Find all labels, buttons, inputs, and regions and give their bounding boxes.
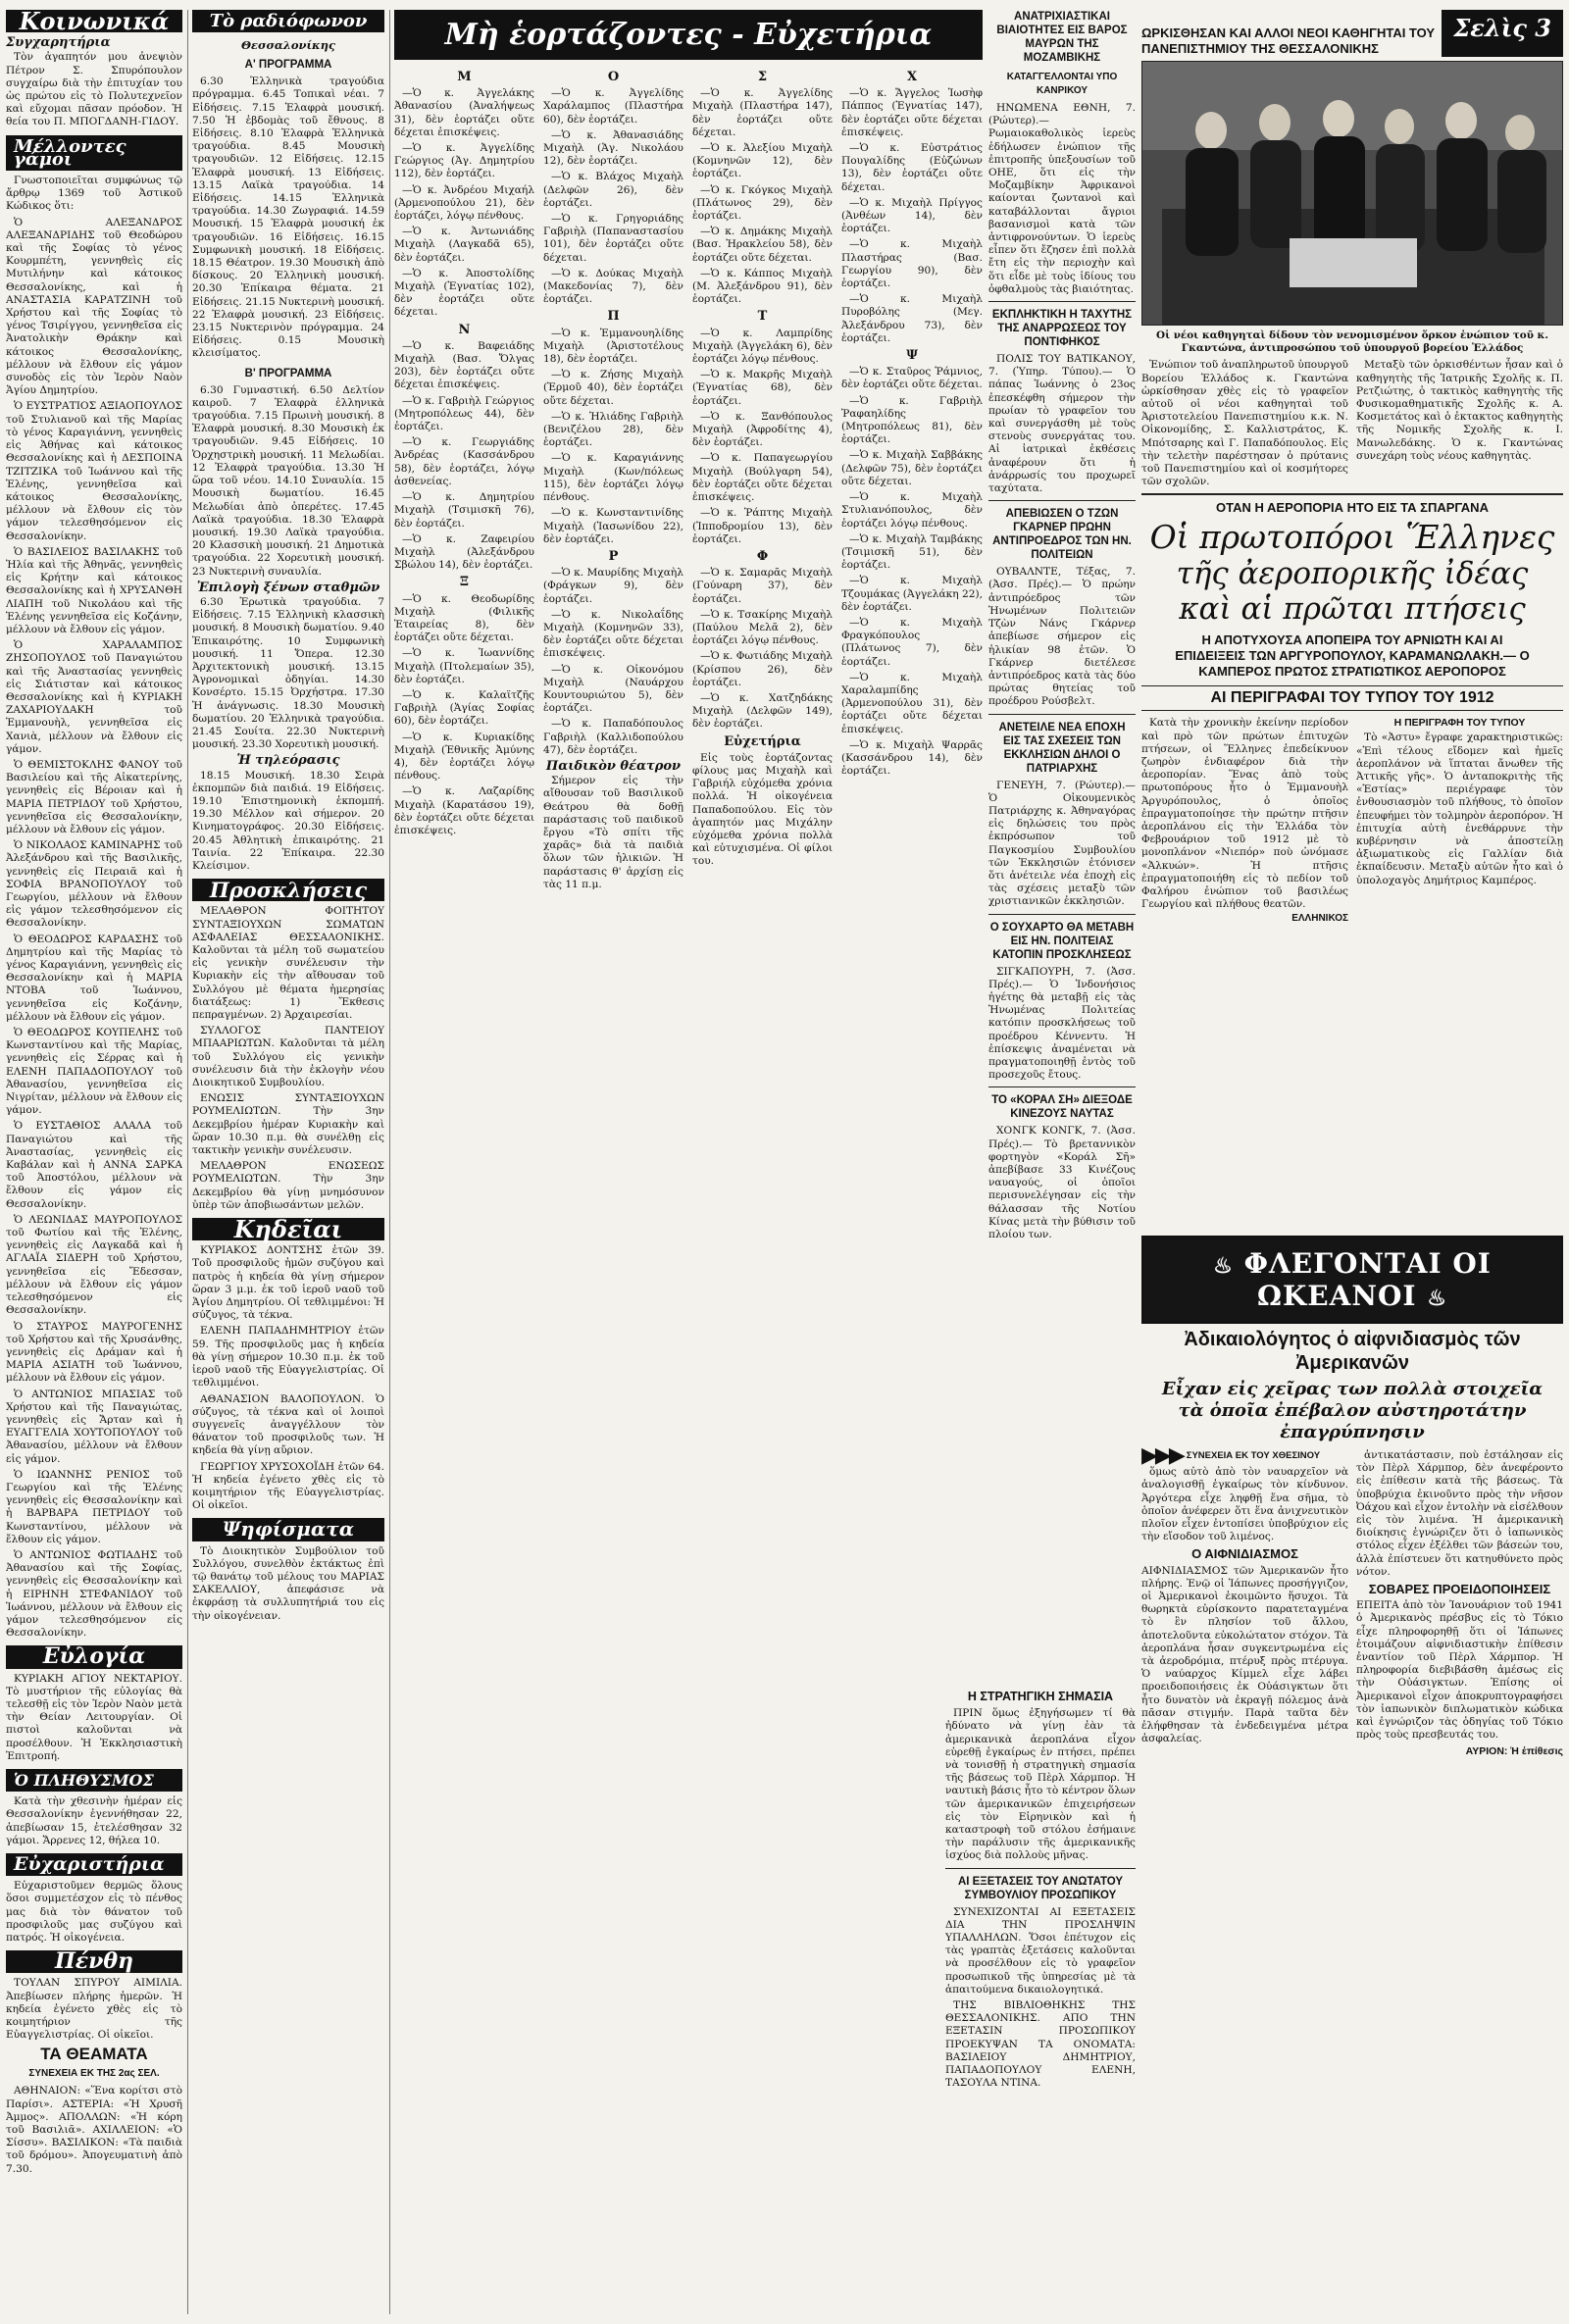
foreign-heading: Ἐπιλογὴ ξένων σταθμῶν bbox=[196, 580, 380, 595]
wedding-notice: Ὁ ΘΕΟΔΩΡΟΣ ΚΑΡΔΑΣΗΣ τοῦ Δημητρίου καὶ τῆς Μαρίας τὸ γένος Καραγιάννη, γεννηθεὶς εἰς Θεσσαλονίκην καὶ ἡ ΜΑΡΙΑ ΝΤΟΒΑ τοῦ Ἰωάννου, γεννηθεῖσα εἰς Κοζάνην, μέλλουν νὰ ἔλθουν εἰς γάμον. bbox=[6, 933, 182, 1023]
name-day-entry: —Ὁ κ. Ἐμμανουηλίδης Μιχαὴλ (Ἀριστοτέλους 18), δὲν ἑορτάζει. bbox=[543, 327, 683, 366]
oceans-article bbox=[1141, 1443, 1563, 1759]
name-day-section bbox=[394, 10, 983, 2314]
wedding-notice: Ὁ ΙΩΑΝΝΗΣ ΡΕΝΙΟΣ τοῦ Γεωργίου καὶ τῆς Ἑλένης γεννηθεὶς εἰς Θεσσαλονίκην καὶ ἡ ΒΑΡΒΑΡΑ ΠΕΤΡΙΔΟΥ τοῦ Κωνσταντίνου, μέλλουν νὰ ἔλθουν εἰς γάμον. bbox=[6, 1468, 182, 1545]
name-day-entry: —Ὁ κ. Γκόγκος Μιχαὴλ (Πλάτωνος 29), δὲν ἑορτάζει. bbox=[692, 183, 833, 223]
alphabet-letter: Χ bbox=[906, 70, 918, 84]
oceans-right-text: ἀντικατάστασιν, ποὺ ἐστάλησαν εἰς τὸν Πὲρλ Χάρμπορ, δὲν ἀνεφέροντο εἰς ἐπίθεσιν κατὰ τῆς βάσεως. Τὰ ὑποβρύχια ἐκινοῦντο πρὸς τὴν νῆσον Ὀάχου καὶ εἶχον ἐντολὴν νὰ εἰσέλθουν εἰς τὸν λιμένα. Ἡ ἀμερικανικὴ διοίκησις ἐγνώριζεν ὅτι ὁ ἰαπωνικὸς στόλος εἶχεν ἐξέλθει τῶν βάσεών του, ἀλλὰ ἐπίστευεν ὅτι κατηυθύνετο πρὸς νότον. bbox=[1356, 1449, 1563, 1578]
aviation-press-head: ΑΙ ΠΕΡΙΓΡΑΦΑΙ ΤΟΥ ΤΥΠΟΥ ΤΟΥ 1912 bbox=[1141, 685, 1563, 711]
name-day-entry: —Ὁ κ. Μιχαὴλ Φραγκόπουλος (Πλάτωνος 7), δὲν ἑορτάζει. bbox=[841, 616, 983, 668]
aviation-byline: ΕΛΛΗΝΙΚΟΣ bbox=[1291, 913, 1348, 925]
professors-photo-scene bbox=[1142, 62, 1562, 325]
funeral-notice: ΑΘΑΝΑΣΙΟΝ ΒΑΛΟΠΟΥΛΟΝ. Ὁ σύζυγος, τὰ τέκνα καὶ οἱ λοιποὶ συγγενεῖς ἀναγγέλλουν τὸν θάνατον τοῦ προσφιλοῦς των. Ἡ κηδεία θὰ γίνῃ αὔριον. bbox=[192, 1392, 384, 1457]
wedding-notice: Ὁ ΘΕΟΔΩΡΟΣ ΚΟΥΠΕΛΗΣ τοῦ Κωνσταντίνου καὶ τῆς Μαρίας, γεννηθεὶς εἰς Σέρρας καὶ ἡ ΕΛΕΝΗ ΠΑΠΑΔΟΠΟΥΛΟΥ τοῦ Ἀθανασίου, γεννηθεῖσα εἰς Νιγρίταν, μέλλουν νὰ ἔλθουν εἰς γάμον. bbox=[6, 1027, 182, 1117]
oceans-intro: ὅμως αὐτὸ ἀπὸ τὸν ναυαρχεῖον νὰ ἀναλογισθῇ ἐγκαίρως τὸν κίνδυνον. Ἀργότερα εἶχε ληφθῇ ἕνα σῆμα, τὸ ὁποῖον ἀνέφερεν ὅτι ἕνα ἀνιχνευτικὸν πλοῖον εἶχεν ἐντοπίσει ὑποβρύχιον εἰς τὴν εἴσοδον τοῦ λιμένος. bbox=[1141, 1466, 1348, 1543]
column-rule bbox=[389, 10, 390, 2314]
divider bbox=[988, 1086, 1136, 1087]
name-day-entry: —Ὁ κ. Βλάχος Μιχαὴλ (Δελφῶν 26), δὲν ἑορτάζει. bbox=[543, 171, 683, 209]
kideiai-list bbox=[192, 1244, 384, 1512]
column-rule bbox=[187, 10, 188, 2314]
social-column bbox=[6, 10, 182, 2314]
radio-banner: Τὸ ραδιόφωνον bbox=[192, 10, 384, 32]
right-upper-section bbox=[1141, 10, 1563, 1167]
aifnidiasmos-heading: Ο ΑΙΦΝΙΔΙΑΣΜΟΣ bbox=[1191, 1546, 1298, 1562]
wedding-notice: Ὁ ΑΝΤΩΝΙΟΣ ΜΠΑΣΙΑΣ τοῦ Χρήστου καὶ τῆς Παναγιώτας, γεννηθεὶς εἰς Ἄρταν καὶ ἡ ΕΥΑΓΓΕΛΙΑ ΧΟΥΤΟΠΟΥΛΟΥ τοῦ Ἀθανασίου, μέλλουν νὰ ἔλθουν εἰς γάμον. bbox=[6, 1388, 182, 1465]
tv-text: 18.15 Μουσική. 18.30 Σειρὰ ἐκπομπῶν διὰ παιδιά. 19 Εἰδήσεις. 19.10 Ἐπιστημονικὴ ἐκπομπή. 19.30 Μέλλον καὶ σήμερον. 20 Κινηματογράφος. 20.30 Εἰδήσεις. 20.45 Ἀθλητικὴ ἐπικαιρότης. 21 Ταινία. 22 Ἐπίκαιρα. 22.30 Κλείσιμον. bbox=[192, 769, 384, 872]
kideiai-banner: Κηδεῖαι bbox=[192, 1218, 384, 1240]
mozambique-text: ΗΝΩΜΕΝΑ ΕΘΝΗ, 7. (Ρώυτερ).— Ρωμαιοκαθολικὸς ἱερεὺς ἐδήλωσεν ἐνώπιον τῆς ἐπιτροπῆς ὑπεξουσίων τοῦ ΟΗΕ, ὅτι εἰς τὴν Μοζαμβίκην Ἀφρικανοὶ καίονται ζωντανοὶ καὶ καταβάλλονται ἄγριοι βασανισμοὶ κατὰ τῶν ἀντιφρονούντων. Ὁ ἱερεὺς εἶπεν ὅτι ἔζησεν ἐπὶ πολλὰ ἔτη εἰς τὴν περιοχὴν καὶ ὅτι εἶδε μὲ τοὺς ἰδίους του ὀφθαλμοὺς τὰς βιαιότητας. bbox=[988, 102, 1136, 295]
funeral-notice: ΕΛΕΝΗ ΠΑΠΑΔΗΜΗΤΡΙΟΥ ἐτῶν 59. Τῆς προσφιλοῦς μας ἡ κηδεία θὰ γίνῃ σήμερον 10.30 π.μ. ἐκ τοῦ ἱεροῦ ναοῦ τῆς Εὐαγγελιστρίας. Οἱ τεθλιμμένοι. bbox=[192, 1325, 384, 1389]
pontiff-text: ΠΟΛΙΣ ΤΟΥ ΒΑΤΙΚΑΝΟΥ, 7. (Ὑπηρ. Τύπου).— Ὁ πάπας Ἰωάννης ὁ 23ος ἐπεσκέφθη σήμερον τὴν πρωίαν τὸ γραφεῖον του καὶ συνεργάσθη μὲ τοὺς στενοὺς συνεργάτας του. Αἱ ἰατρικαὶ ἐκθέσεις ἀναφέρουν ὅτι ἡ ἀνάρρωσίς του προχωρεῖ ταχύτατα. bbox=[988, 353, 1136, 495]
name-day-entry: —Ὁ κ. Παπαδόπουλος Γαβριὴλ (Καλλιδοπούλου 47), δὲν ἑορτάζει. bbox=[543, 718, 683, 756]
name-day-entry: —Ὁ κ. Μιχαὴλ Τζουμάκας (Ἀγγελάκη 22), δὲν ἑορτάζει. bbox=[841, 575, 983, 613]
name-day-entry: —Ὁ κ. Γαβριὴλ Γεώργιος (Μητροπόλεως 44), δὲν ἑορτάζει. bbox=[394, 394, 534, 433]
psifiomata-banner: Ψηφίσματα bbox=[192, 1518, 384, 1541]
tv-heading: Ἡ τηλεόρασις bbox=[236, 753, 340, 769]
eucheteria-heading: Εὐχετήρια bbox=[724, 733, 801, 749]
themata-subheading: ΣΥΝΕΧΕΙΑ ΕΚ ΤΗΣ 2ας ΣΕΛ. bbox=[28, 2068, 160, 2080]
professors-text-right: Μεταξὺ τῶν ὁρκισθέντων ἦσαν καὶ ὁ καθηγητὴς τῆς Ἰατρικῆς Σχολῆς κ. Π. Ρετζιώτης, ὁ τακτικὸς καθηγητὴς τῆς Φυσικομαθηματικῆς Σχολῆς κ. Α. Κοσμετάτος καὶ ὁ ἐκτακτος καθηγητὴς τῆς Νομικῆς Σχολῆς κ. Ι. Μανωλεδάκης. Ὁ κ. Γκαντώνας συνεχάρη τοὺς νέους καθηγητὰς. bbox=[1356, 359, 1563, 462]
name-day-entry: —Ὁ κ. Κυριακίδης Μιχαὴλ (Ἐθνικῆς Ἀμύνης 4), δὲν ἑορτάζει λόγῳ πένθους. bbox=[394, 731, 534, 783]
name-day-entry: —Ὁ κ. Ἀγγελίδης Γεώργιος (Ἀγ. Δημητρίου 112), δὲν ἑορτάζει. bbox=[394, 142, 534, 180]
eucheteria-text: Εἰς τοὺς ἑορτάζοντας φίλους μας Μιχαὴλ καὶ Γαβριήλ εὐχόμεθα χρόνια πολλά. Ἡ οἰκογένεια Παπαδοπούλου. Εἰς τὸν ἀγαπητόν μας Μιχάλην εὐχόμεθα χρόνια πολλὰ καὶ εὐτυχισμένα. Οἱ φίλοι του. bbox=[692, 751, 833, 868]
alphabet-letter: Ν bbox=[458, 322, 471, 337]
alphabet-letter: Π bbox=[607, 309, 620, 325]
name-day-columns bbox=[394, 67, 983, 2312]
name-day-entry: —Ὁ κ. Ἀλεξίου Μιχαὴλ (Κομνηνῶν 12), δὲν ἑορτάζει. bbox=[692, 142, 833, 180]
name-day-entry: —Ὁ κ. Ἀντωνιάδης Μιχαὴλ (Λαγκαδᾶ 65), δὲν ἑορτάζει. bbox=[394, 226, 534, 264]
name-day-entry: —Ὁ κ. Εὐστράτιος Πουγαλίδης (Εὐζώνων 13), δὲν ἑορτάζει οὔτε δέχεται. bbox=[841, 142, 983, 193]
eksetaseis-heading: ΑΙ ΕΞΕΤΑΣΕΙΣ ΤΟΥ ΑΝΩΤΑΤΟΥ ΣΥΜΒΟΥΛΙΟΥ ΠΡΟΣΩΠΙΚΟΥ bbox=[957, 1875, 1124, 1901]
name-day-entry: —Ὁ κ. Παπαγεωργίου Μιχαὴλ (Βούλγαρη 54), δὲν ἑορτάζει οὔτε δέχεται ἐπισκέψεις. bbox=[692, 452, 833, 504]
oceans-title: Ἀδικαιολόγητος ὁ αἰφνιδιασμὸς τῶν Ἀμερικανῶν bbox=[1184, 1329, 1521, 1374]
oceans-right-col bbox=[1356, 1449, 1563, 1759]
divider bbox=[988, 301, 1136, 302]
koinonika-banner: Κοινωνικά bbox=[6, 10, 182, 32]
professors-text-left: Ἐνώπιον τοῦ ἀναπληρωτοῦ ὑπουργοῦ Βορείου Ἑλλάδος κ. Γκαντώνα ὡρκίσθησαν χθὲς εἰς τὸ γραφεῖον αὐτοῦ οἱ νέοι καθηγηταὶ τοῦ Ἀριστοτελείου Πανεπιστημίου κ.κ. Ν. Οἰκονομίδης, Σ. Καλλιστράτος, Κ. Μπότσαρης καὶ Γ. Παπαδόπουλος. Εἰς τὴν τελετὴν παρέστησαν ὁ πρύτανις τοῦ Πανεπιστημίου καὶ οἱ κοσμήτορες τῶν σχολῶν. bbox=[1141, 359, 1348, 488]
name-day-banner: Μὴ ἑορτάζοντες - Εὐχετήρια bbox=[394, 10, 983, 60]
aviation-text-right: Τὸ «Ἀστυ» ἔγραφε χαρακτηριστικῶς: «Ἐπὶ τέλους εἴδομεν καὶ ἡμεῖς ἀεροπλάνον νὰ ἵπταται ἄνωθεν τῆς Ἀττικῆς γῆς». Ὁ ἀνταποκριτὴς τῆς «Ἑστίας» περιέγραφε τὸν ἐνθουσιασμὸν τοῦ πλήθους, τὸ ὁποῖον ἐπευφήμει τὸν τολμηρὸν ἀεροπόρον. Ἡ ἐπιτυχία αὐτὴ ἐνεθάρρυνε τὴν κυβέρνησιν νὰ ἀποστείλῃ ἀξιωματικοὺς εἰς Γαλλίαν διὰ ἐκπαίδευσιν. Μεταξὺ αὐτῶν ἦτο καὶ ὁ ὑπολοχαγὸς Δημήτριος Καμπέρος. bbox=[1356, 732, 1563, 886]
prog-b-heading: Β' ΠΡΟΓΡΑΜΜΑ bbox=[244, 367, 332, 379]
name-day-entry: —Ὁ κ. Δημητρίου Μιχαὴλ (Τσιμισκῆ 76), δὲν ἑορτάζει. bbox=[394, 491, 534, 530]
name-day-entry: —Ὁ κ. Ζαφειρίου Μιχαὴλ (Ἀλεξάνδρου Σβώλου 14), δὲν ἑορτάζει. bbox=[394, 532, 534, 572]
name-day-entry: —Ὁ κ. Δημάκης Μιχαὴλ (Βασ. Ἡρακλείου 58), δὲν ἑορτάζει οὔτε δέχεται. bbox=[692, 226, 833, 264]
name-day-entry: —Ὁ κ. Θεοδωρίδης Μιχαὴλ (Φιλικῆς Ἑταιρείας 8), δὲν ἑορτάζει οὔτε δέχεται. bbox=[394, 592, 534, 644]
divider bbox=[988, 500, 1136, 501]
wedding-notice: Ὁ ΣΤΑΥΡΟΣ ΜΑΥΡΟΓΕΝΗΣ τοῦ Χρήστου καὶ τῆς Χρυσάνθης, γεννηθεὶς εἰς Δράμαν καὶ ἡ ΜΑΡΙΑ ΑΣΙΑΤΗ τοῦ Ἰωάννου, μέλλουν νὰ ἔλθουν εἰς γάμον. bbox=[6, 1320, 182, 1385]
aifnidiasmos-text: ΑΙΦΝΙΔΙΑΣΜΟΣ τῶν Ἀμερικανῶν ἦτο πλήρης. Ἐνῷ οἱ Ἰάπωνες προσήγγιζον, οἱ Ἀμερικανοὶ ἐκοιμῶντο ἥσυχοι. Τὰ θωρηκτὰ εὑρίσκοντο παρατεταγμένα τὸ ἓν πλησίον τοῦ ἄλλου, ἀποτελοῦντα εὐκολώτατον στόχον. Τὰ ἀεροπλάνα ἦσαν συγκεντρωμένα εἰς τὰ ἀεροδρόμια, πτέρυξ πρὸς πτέρυγα. Ὁ ναύαρχος Κίμμελ εἶχε λάβει προειδοποιήσεις ἐκ Οὐάσιγκτων ὅτι ἦτο δυνατὸν νὰ ἐκραγῇ πόλεμος ἀνὰ πᾶσαν στιγμήν. Παρὰ ταῦτα δὲν ἐλήφθησαν τὰ ἐνδεδειγμένα μέτρα ἀσφαλείας. bbox=[1141, 1564, 1348, 1745]
name-day-entry: —Ὁ κ. Ἀνδρέου Μιχαήλ (Ἀρμενοπούλου 21), δὲν ἑορτάζει, λόγῳ πένθους. bbox=[394, 183, 534, 223]
korea-text: ΧΟΝΓΚ ΚΟΝΓΚ, 7. (Ἀσσ. Πρές).— Τὸ βρεταννικὸν φορτηγὸν «Κοράλ Σῆ» ἀπεβίβασε 33 Κινέζους ναυαγούς, οἱ ὁποῖοι περισυνελέγησαν εἰς τὴν θάλασσαν τῆς Νοτίου Κίνας μετὰ τὴν βύθισιν τοῦ πλοίου των. bbox=[988, 1125, 1136, 1240]
plithysmos-banner: Ὁ ΠΛΗΘΥΣΜΟΣ bbox=[6, 1769, 182, 1792]
radio-column bbox=[192, 10, 384, 2314]
themata-heading: ΤΑ ΘΕΑΜΑΤΑ bbox=[40, 2045, 148, 2064]
divider bbox=[945, 1868, 1136, 1869]
name-day-entry: —Ὁ κ. Ἄγγελος Ἰωσὴφ Πάππος (Ἐγνατίας 147), δὲν ἑορτάζει οὔτε δέχεται ἐπισκέψεις. bbox=[841, 87, 983, 138]
tomorrow-note: ΑΥΡΙΟΝ: Ἡ ἐπίθεσις bbox=[1465, 1745, 1563, 1758]
oceans-banner-text: ΦΛΕΓΟΝΤΑΙ ΟΙ ΩΚΕΑΝΟΙ bbox=[1243, 1247, 1492, 1312]
photo-caption: Οἱ νέοι καθηγηταὶ δίδουν τὸν νενομισμένον ὅρκον ἐνώπιον τοῦ κ. Γκαντώνα, ἀντιπροσώπου τοῦ ὑπουργοῦ βορείου Ἑλλάδος bbox=[1156, 329, 1548, 355]
name-day-entry: —Ὁ κ. Λαζαρίδης Μιχαὴλ (Καρατάσου 19), δὲν ἑορτάζει οὔτε δέχεται ἐπισκέψεις. bbox=[394, 785, 534, 836]
name-day-entry: —Ὁ κ. Σταῦρος Ῥάμνιος, δὲν ἑορτάζει οὔτε δέχεται. bbox=[841, 366, 983, 391]
oceans-section bbox=[1141, 1236, 1563, 2314]
aviation-left-col bbox=[1141, 717, 1348, 924]
alphabet-letter: Ξ bbox=[459, 575, 470, 590]
name-day-entry: —Ὁ κ. Μιχαὴλ Στυλιανόπουλος, δὲν ἑορτάζει λόγῳ πένθους. bbox=[841, 491, 983, 530]
invitation-notice: ΜΕΛΑΘΡΟΝ ΕΝΩΣΕΩΣ ΡΟΥΜΕΛΙΩΤΩΝ. Τὴν 3ην Δεκεμβρίου θὰ γίνῃ μνημόσυνον ὑπὲρ τῶν ἀποβιωσάντων μελῶν. bbox=[192, 1160, 384, 1211]
aviation-title-2: τῆς ἀεροπορικῆς ἰδέας bbox=[1176, 556, 1529, 592]
aviation-kicker: ΟΤΑΝ Η ΑΕΡΟΠΟΡΙΑ ΗΤΟ ΕΙΣ ΤΑ ΣΠΑΡΓΑΝΑ bbox=[1216, 500, 1489, 516]
professors-header bbox=[1141, 10, 1563, 57]
penthi-text: ΤΟΥΛΑΝ ΣΠΥΡΟΥ ΑΙΜΙΛΙΑ. Ἀπεβίωσεν πλήρης ἡμερῶν. Ἡ κηδεία ἐγένετο χθὲς εἰς τὸ κοιμητήριον τῆς Εὐαγγελιστρίας. Οἱ οἰκεῖοι. bbox=[6, 1977, 182, 2042]
wedding-notice: Ὁ ΑΛΕΞΑΝΔΡΟΣ ΑΛΕΞΑΝΔΡΙΔΗΣ τοῦ Θεοδώρου καὶ τῆς Σοφίας τὸ γένος Κουρμπέτη, γεννηθεὶς εἰς Μυτιλήνην καὶ κάτοικος Θεσσαλονίκης, καὶ ἡ ΑΝΑΣΤΑΣΙΑ ΚΑΡΑΤΖΙΝΗ τοῦ Χρήστου καὶ τῆς Σοφίας τὸ γένος Τσιρίγγου, γεννηθεῖσα εἰς Ἀνατολικὴν Θράκην καὶ κάτοικος Θεσσαλονίκης, μέλλουν νὰ ἔλθουν εἰς γάμον συνοδὸς εἰς τὸν Ἱερὸν Ναὸν Ἁγίου Δημητρίου. bbox=[6, 216, 182, 397]
aviation-title-1: Οἱ πρωτοπόροι Ἕλληνες bbox=[1149, 518, 1555, 557]
prog-b-text: 6.30 Γυμναστική. 6.50 Δελτίον καιροῦ. 7 Ἑλαφρὰ ἑλληνικὰ τραγούδια. 7.15 Πρωινὴ μουσική. 8 Ἑλαφρὰ μουσική. 8.30 Μουσικὴ ἐκ τραγουδιῶν. 9.45 Εἰδήσεις. 10 Ὁρχηστρικὴ μουσική. 11 Μελωδίαι. 12 Ἐλαφρὰ τραγούδια. 13.30 Ἡ ὥρα τοῦ νέου. 14.10 Συναυλία. 15 Μουσικὴ δωματίου. 16.45 Μελωδίαι ἀπὸ ὀπερέτες. 17.45 Λαϊκὰ τραγούδια. 18.30 Ἑλαφρὰ μουσική. 19.30 Λαϊκὰ τραγούδια. 20 Κλασσικὴ μουσική. 21 Δημοτικὰ τραγούδια. 22 Χορευτικὴ μουσική. 23 Νυκτερινὴ συναυλία. bbox=[192, 383, 384, 578]
continued-marker bbox=[1141, 1443, 1348, 1468]
prog-a-heading: Α' ΠΡΟΓΡΑΜΜΑ bbox=[244, 59, 332, 72]
mellontes-banner: Μέλλοντες γάμοι bbox=[6, 135, 182, 171]
wedding-notice: Ὁ ΧΑΡΑΛΑΜΠΟΣ ΖΗΣΟΠΟΥΛΟΣ τοῦ Παναγιώτου καὶ τῆς Ἀναστασίας γεννηθεὶς εἰς Σιάτισταν καὶ κάτοικος Θεσσαλονίκης καὶ ἡ ΚΥΡΙΑΚΗ ΖΑΧΑΡΙΟΥΔΑΚΗ τοῦ Ἐμμανουὴλ, γεννηθεῖσα εἰς Χανιὰ, μέλλουν νὰ ἔλθουν εἰς γάμον. bbox=[6, 639, 182, 755]
themata-text: ΑΘΗΝΑΙΟΝ: «Ἕνα κορίτσι στὸ Παρίσι». ΑΣΤΕΡΙΑ: «Ἡ Χρυσῆ Ἀμμος». ΑΠΟΛΛΩΝ: «Ἡ κόρη τοῦ Βασιλιᾶ». ΑΧΙΛΛΕΙΟΝ: «Ὁ Σίσσυ». ΒΑΣΙΛΙΚΟΝ: «Τὰ παιδιὰ τοῦ δρόμου». Ἀπογευματινὴ ἀπὸ 7.30. bbox=[6, 2085, 182, 2175]
alphabet-letter: Μ bbox=[457, 70, 472, 84]
oceans-left-col bbox=[1141, 1443, 1348, 1759]
syncharitiria-text: Τὸν ἀγαπητόν μου ἀνεψιὸν Πέτρον Σ. Σπυρόπουλον συγχαίρω διὰ τὴν ἐπιτυχίαν του ὡς πρώτου εἰς τὸ Πολυτεχνεῖον καὶ εὔχομαι πᾶσαν πρόοδον. Ἡ θεία του Π. ΜΠΟΓΔΑΝΗ-ΓΙΔΟΥ. bbox=[6, 51, 182, 128]
name-day-entry: —Ὁ κ. Μιχαὴλ Πρίγγος (Ἀνθέων 14), δὲν ἑορτάζει. bbox=[841, 196, 983, 235]
psifiomata-text: Τὸ Διοικητικὸν Συμβούλιον τοῦ Συλλόγου, συνελθὸν ἐκτάκτως ἐπὶ τῷ θανάτῳ τοῦ μέλους του ΜΑΡΙΑΣ ΣΑΚΕΛΛΙΟΥ, ἀπεφάσισε νὰ ἐκφράσῃ τὰ συλλυπητήριά του εἰς τὴν οἰκογένειαν. bbox=[192, 1544, 384, 1622]
eucharistiria-text: Εὐχαριστοῦμεν θερμῶς ὅλους ὅσοι συμμετέσχον εἰς τὸ πένθος μας διὰ τὸν θάνατον τοῦ προσφιλοῦς μας συζύγου καὶ πατρός. Ἡ οἰκογένεια. bbox=[6, 1880, 182, 1945]
prog-a-text: 6.30 Ἐλληνικὰ τραγούδια πρόγραμμα. 6.45 Τοπικαὶ νέαι. 7 Εἰδήσεις. 7.15 Ἑλαφρὰ μουσική. 7.50 Ἡ ἑβδομὰς τοῦ ἔθνους. 8 Εἰδήσεις. 8.10 Ἑλαφρὰ Ἑλληνικὰ τραγούδια. 8.45 Μουσικὴ τραγουδιῶν. 12 Εἰδήσεις. 12.15 Ἐλαφρὰ μουσική. 13 Εἰδήσεις. 13.15 Λαϊκὰ τραγούδια. 14 Εἰδήσεις. 14.15 Ἑλληνικὰ τραγούδια. 14.30 Ζωγραφιά. 14.59 Μουσική. 15 Ἑλαφρὰ μουσική ἐκ τραγουδιῶν. 16 Εἰδήσεις. 16.15 Συμφωνικὴ μουσική. 18 Εἰδήσεις. 18.15 Θέατρον. 19.30 Μουσικὴ ἀπὸ δίσκους. 20 Ἑλληνικὴ μουσική. 20.30 Ἐπίκαιρα θέματα. 21 Εἰδήσεις. 21.15 Νυκτερινὴ μουσική. 22 Ἑλαφρὰ μουσική. 23 Εἰδήσεις. 23.15 Νυκτερινὸν πρόγραμμα. 24 Εἰδήσεις. 0.15 Μουσικὴ κλεισίματος. bbox=[192, 76, 384, 360]
garner-headline: ΑΠΕΒΙΩΣΕΝ Ο ΤΖΩΝ ΓΚΑΡΝΕΡ ΠΡΩΗΝ ΑΝΤΙΠΡΟΕΔΡΟΣ ΤΩΝ ΗΝ. ΠΟΛΙΤΕΙΩΝ bbox=[992, 508, 1132, 562]
professors-photo bbox=[1141, 61, 1563, 326]
korea-headline: ΤΟ «ΚΟΡΑΛ ΣΗ» ΔΙΕΞΟΔΕ ΚΙΝΕΖΟΥΣ ΝΑΥΤΑΣ bbox=[991, 1094, 1133, 1121]
name-day-entry: —Ὁ κ. Γεωργιάδης Ἀνδρέας (Κασσάνδρου 58), δὲν ἑορτάζει, λόγῳ ἀσθενείας. bbox=[394, 436, 534, 487]
name-day-entry: —Ὁ κ. Μιχαὴλ Χαραλαμπίδης (Ἀρμενοπούλου 31), δὲν ἑορτάζει οὔτε δέχεται ἐπισκέψεις. bbox=[841, 671, 983, 735]
foreign-text: 6.30 Ἐρωτικὰ τραγούδια. 7 Εἰδήσεις. 7.15 Ἑλληνικὴ κλασσικὴ μουσική. 8 Μουσικὴ δωματίου. 9.40 Ἐπικαιρότης. 10 Συμφωνικὴ μουσική. 11 Ὄπερα. 12.30 Ἀρχιτεκτονικὴ μουσική. 13.15 Ἀγρονομικαὶ ὁδηγίαι. 14.30 Κονσέρτο. 15.15 Ὀρχήστρα. 17.30 Ἡ ἀνάγνωσις. 18.30 Μουσικὴ δωματίου. 20 Ἑλληνικὰ τραγούδια. 21.45 Σουίτα. 22.30 Νυκτερινὴ μουσική. 23.30 Χορευτικὴ μουσική. bbox=[192, 595, 384, 751]
aviation-article bbox=[1141, 717, 1563, 924]
eksetaseis-text: ΣΥΝΕΧΙΖΟΝΤΑΙ ΑΙ ΕΞΕΤΑΣΕΙΣ ΔΙΑ ΤΗΝ ΠΡΟΣΛΗΨΙΝ ΥΠΑΛΛΗΛΩΝ. Ὅσοι ἐπέτυχον εἰς τὰς γραπτὰς ἐξετάσεις καλοῦνται νὰ προσέλθουν εἰς τὸ γραφεῖον προσωπικοῦ τῆς ὑπηρεσίας μὲ τὰ ἀπαιτούμενα δικαιολογητικά. bbox=[945, 1905, 1136, 1996]
pontiff-headline: ΕΚΠΛΗΚΤΙΚΗ Η ΤΑΧΥΤΗΣ ΤΗΣ ΑΝΑΡΡΩΣΕΩΣ ΤΟΥ ΠΟΝΤΙΦΗΚΟΣ bbox=[991, 309, 1133, 349]
name-day-entry: —Ὁ κ. Δούκας Μιχαὴλ (Μακεδονίας 7), δὲν ἑορτάζει. bbox=[543, 267, 683, 306]
wedding-notice: Ὁ ΑΝΤΩΝΙΟΣ ΦΩΤΙΑΔΗΣ τοῦ Ἀθανασίου καὶ τῆς Σοφίας, γεννηθεὶς εἰς Θεσσαλονίκην καὶ ἡ ΕΙΡΗΝΗ ΣΤΕΦΑΝΙΔΟΥ τοῦ Ἰωάννου, μέλλουν νὰ ἔλθουν εἰς γάμον τελεσθησόμενον εἰς Θεσσαλονίκην. bbox=[6, 1548, 182, 1640]
wedding-notice: Ὁ ΘΕΜΙΣΤΟΚΛΗΣ ΦΑΝΟΥ τοῦ Βασιλείου καὶ τῆς Αἰκατερίνης, γεννηθεὶς εἰς Βέροιαν καὶ ἡ ΜΑΡΙΑ ΠΕΤΡΙΔΟΥ τοῦ Χρήστου, γεννηθεῖσα εἰς Θεσσαλονίκην, μέλλουν νὰ ἔλθουν εἰς γάμον. bbox=[6, 758, 182, 835]
divider bbox=[1141, 493, 1563, 495]
name-day-entry: —Ὁ κ. Μιχαὴλ Ψαρρᾶς (Κασσάνδρου 14), δὲν ἑορτάζει. bbox=[841, 738, 983, 778]
funeral-notice: ΚΥΡΙΑΚΟΣ ΔΟΝΤΣΗΣ ἐτῶν 39. Τοῦ προσφιλοῦς ἡμῶν συζύγου καὶ πατρὸς ἡ κηδεία θὰ γίνῃ σήμερον ὥραν 3 μ.μ. ἐκ τοῦ ἱεροῦ ναοῦ τοῦ Ἁγίου Δημητρίου. Οἱ τεθλιμμένοι: Ἡ σύζυγος, τὰ τέκνα. bbox=[192, 1244, 384, 1322]
invitation-notice: ΕΝΩΣΙΣ ΣΥΝΤΑΞΙΟΥΧΩΝ ΡΟΥΜΕΛΙΩΤΩΝ. Τὴν 3ην Δεκεμβρίου ἡμέραν Κυριακὴν καὶ ὥραν 10.30 π.μ. θὰ συνέλθῃ εἰς τακτικὴν γενικὴν συνέλευσιν. bbox=[192, 1092, 384, 1157]
invitation-notice: ΣΥΛΛΟΓΟΣ ΠΑΝΤΕΙΟΥ ΜΠΑΑΡΙΩΤΩΝ. Καλοῦνται τὰ μέλη τοῦ Συλλόγου εἰς γενικὴν συνέλευσιν διὰ τὴν ἐκλογὴν νέου Διοικητικοῦ Συμβουλίου. bbox=[192, 1025, 384, 1089]
soukarno-text: ΣΙΓΚΑΠΟΥΡΗ, 7. (Ἀσσ. Πρές).— Ὁ Ἰνδονήσιος ἡγέτης θὰ μεταβῇ εἰς τὰς Ἡνωμένας Πολιτείας κατόπιν προσκλήσεως τοῦ προέδρου Κέννεντυ. Ἡ ἐπίσκεψις ἀναμένεται νὰ πραγματοποιηθῇ ἐντὸς τοῦ προσεχοῦς ἔτους. bbox=[988, 965, 1136, 1082]
evlogia-banner: Εὐλογία bbox=[6, 1645, 182, 1668]
wedding-notice: Ὁ ΒΑΣΙΛΕΙΟΣ ΒΑΣΙΛΑΚΗΣ τοῦ Ἠλία καὶ τῆς Ἀθηνᾶς, γεννηθεὶς εἰς Κρήτην καὶ κάτοικος Θεσσαλονίκης καὶ ἡ ΧΡΥΣΑΝΘΗ ΛΙΑΠΗ τοῦ Νικολάου καὶ τῆς Ἑλένης γεννηθεῖσα εἰς Κοζάνην, μέλλουν νὰ ἔλθουν εἰς γάμον. bbox=[6, 545, 182, 635]
alphabet-letter: Ρ bbox=[608, 548, 619, 564]
name-day-entry: —Ὁ κ. Κάππος Μιχαὴλ (Μ. Ἀλεξάνδρου 91), δὲν ἑορτάζει. bbox=[692, 267, 833, 306]
oceans-deck: Εἶχαν εἰς χεῖρας των πολλὰ στοιχεῖα τὰ ὁποῖα ἐπέβαλον αὐστηροτάτην ἐπαγρύπνησιν bbox=[1161, 1379, 1544, 1442]
stratigiki-text: ΠΡΙΝ ὅμως ἐξηγήσωμεν τί θὰ ἠδύνατο νὰ γίνῃ ἐὰν τὰ ἀμερικανικὰ ἀεροπλάνα εἶχον εὑρεθῇ ἐγκαίρως ἐν πτήσει, πρέπει νὰ τονισθῇ ἡ στρατηγικὴ σημασία τῆς βάσεως τοῦ Πὲρλ Χάρμπορ. Ἡ ναυτικὴ βάσις ἦτο τὸ κέντρον ὅλων τῶν ἀμερικανικῶν ἐπιχειρήσεων εἰς τὸν Εἰρηνικὸν καὶ ἡ καταστροφὴ τοῦ στόλου ἐσήμαινε τὴν παράλυσιν τῆς ἀμερικανικῆς ἰσχύος διὰ πολλοὺς μῆνας. bbox=[945, 1707, 1136, 1862]
radio-station: Θεσσαλονίκης bbox=[240, 38, 336, 53]
wedding-notice: Ὁ ΝΙΚΟΛΑΟΣ ΚΑΜΙΝΑΡΗΣ τοῦ Ἀλεξάνδρου καὶ τῆς Βασιλικῆς, γεννηθεὶς εἰς Πειραιᾶ καὶ ἡ ΣΟΦΙΑ ΒΡΑΝΟΠΟΥΛΟΥ τοῦ Γεωργίου, μέλλουν νὰ ἔλθουν εἰς γάμον τελεσθησόμενον εἰς Θεσσαλονίκην. bbox=[6, 839, 182, 930]
name-day-entry: —Ὁ κ. Μακρῆς Μιχαὴλ (Ἐγνατίας 68), δὲν ἑορτάζει. bbox=[692, 369, 833, 407]
alphabet-letter: Σ bbox=[757, 70, 768, 84]
name-day-entry: —Ὁ κ. Ἀγγελίδης Μιχαὴλ (Πλαστήρα 147), δὲν ἑορτάζει οὔτε δέχεται. bbox=[692, 87, 833, 138]
name-day-entry: —Ὁ κ. Χατζηδάκης Μιχαὴλ (Δελφῶν 149), δὲν ἑορτάζει. bbox=[692, 691, 833, 731]
name-day-entry: —Ὁ κ. Σαμαρᾶς Μιχαὴλ (Γούναρη 37), δὲν ἑορτάζει. bbox=[692, 567, 833, 605]
bibliothiki-text: ΤΗΣ ΒΙΒΛΙΟΘΗΚΗΣ ΤΗΣ ΘΕΣΣΑΛΟΝΙΚΗΣ. ΑΠΟ ΤΗΝ ΕΞΕΤΑΣΙΝ ΠΡΟΣΩΠΙΚΟΥ ΠΡΟΕΚΥΨΑΝ ΤΑ ΟΝΟΜΑΤΑ: ΒΑΣΙΛΕΙΟΥ ΔΗΜΗΤΡΙΟΥ, ΠΑΠΑΔΟΠΟΥΛΟΥ ΕΛΕΝΗ, ΤΑΣΟΥΛΑ ΝΤΙΝΑ. bbox=[945, 1999, 1136, 2090]
professors-article bbox=[1141, 359, 1563, 488]
name-day-entry: —Ὁ κ. Ζήσης Μιχαὴλ (Ἑρμοῦ 40), δὲν ἑορτάζει οὔτε δέχεται. bbox=[543, 369, 683, 407]
proeidopoiiseis-text: ΕΠΕΙΤΑ ἀπὸ τὸν Ἰανουάριον τοῦ 1941 ὁ Ἀμερικανὸς πρέσβυς εἰς τὸ Τόκιο εἶχε πληροφορηθῇ ὅτι οἱ Ἰάπωνες ἑτοιμάζουν αἰφνιδιαστικὴν ἐπίθεσιν ἐναντίον τοῦ Πὲρλ Χάρμπορ. Ἡ πληροφορία διεβιβάσθη ἀμέσως εἰς τὴν Οὐάσιγκτων. Ἐπίσης οἱ Ἀμερικανοὶ εἶχον ἀποκρυπτογραφήσει τὸν ἰαπωνικὸν διπλωματικὸν κώδικα καὶ ἐγνώριζον τὰς ὁδηγίας τοῦ Τόκιο πρὸς τοὺς πρεσβευτάς του. bbox=[1356, 1599, 1563, 1742]
flame-icon: ♨ bbox=[1427, 1286, 1447, 1311]
aviation-note-head: Η ΠΕΡΙΓΡΑΦΗ ΤΟΥ ΤΥΠΟΥ bbox=[1393, 717, 1526, 730]
name-day-entry: —Ὁ κ. Μαυρίδης Μιχαὴλ (Φράγκων 9), δὲν ἑορτάζει. bbox=[543, 567, 683, 605]
wedding-notice: Ὁ ΕΥΣΤΑΘΙΟΣ ΑΛΑΛΑ τοῦ Παναγιώτου καὶ τῆς Ἀναστασίας, γεννηθεὶς εἰς Καβάλαν καὶ ἡ ΑΝΝΑ ΣΑΡΚΑ τοῦ Ἀποστόλου, μέλλουν νὰ ἔλθουν εἰς γάμον εἰς Θεσσαλονίκην. bbox=[6, 1120, 182, 1210]
aviation-right-col bbox=[1356, 717, 1563, 924]
name-day-entry: —Ὁ κ. Μιχαὴλ Ταμβάκης (Τσιμισκῆ 51), δὲν ἑορτάζει. bbox=[841, 532, 983, 572]
alphabet-letter: Τ bbox=[757, 309, 768, 325]
aviation-subhead: Η ΑΠΟΤΥΧΟΥΣΑ ΑΠΟΠΕΙΡΑ ΤΟΥ ΑΡΝΙΩΤΗ ΚΑΙ ΑΙ ΕΠΙΔΕΙΞΕΙΣ ΤΩΝ ΑΡΓΥΡΟΠΟΥΛΟΥ, ΚΑΡΑΜΑΝΩΛΑΚΗ.— Ο ΚΑΜΠΕΡΟΣ ΠΡΩΤΟΣ ΣΤΡΑΤΙΩΤΙΚΟΣ ΑΕΡΟΠΟΡΟΣ bbox=[1175, 632, 1530, 680]
name-day-entry: —Ὁ κ. Ἀγγελίδης Χαράλαμπος (Πλαστήρα 60), δὲν ἑορτάζει. bbox=[543, 87, 683, 126]
wedding-notice: Γνωστοποιεῖται συμφώνως τῷ ἄρθρῳ 1369 τοῦ Ἀστικοῦ Κώδικος ὅτι: bbox=[6, 175, 182, 213]
name-day-entry: —Ὁ κ. Λαμπρίδης Μιχαὴλ (Ἀγγελάκη 6), δὲν ἑορτάζει λόγῳ πένθους. bbox=[692, 327, 833, 366]
flame-icon: ♨ bbox=[1213, 1253, 1234, 1279]
evlogia-text: ΚΥΡΙΑΚΗ ΑΓΙΟΥ ΝΕΚΤΑΡΙΟΥ. Τὸ μυστήριον τῆς εὐλογίας θὰ τελεσθῇ εἰς τὸν Ἱερὸν Ναὸν μετὰ τὴν Θείαν Λειτουργίαν. Οἱ πιστοὶ καλοῦνται νὰ προσέλθουν. Ἡ Ἐκκλησιαστικὴ Ἐπιτροπή. bbox=[6, 1672, 182, 1762]
patriarch-text: ΓΕΝΕΥΗ, 7. (Ρώυτερ).— Ὁ Οἰκουμενικὸς Πατριάρχης κ. Ἀθηναγόρας εἰς δηλώσεις του πρὸς ἐκπρόσωπον τοῦ Παγκοσμίου Συμβουλίου τῶν Ἐκκλησιῶν ἐτόνισεν ὅτι ἀνέτειλε νέα ἐποχὴ εἰς τὰς σχέσεις μεταξὺ τῶν χριστιανικῶν ἐκκλησιῶν. bbox=[988, 779, 1136, 908]
name-day-entry: —Ὁ κ. Νικολαΐδης Μιχαὴλ (Κομνηνῶν 33), δὲν ἑορτάζει οὔτε δέχεται ἐπισκέψεις. bbox=[543, 608, 683, 660]
paidikon-text: Σήμερον εἰς τὴν αἴθουσαν τοῦ Βασιλικοῦ Θεάτρου θὰ δοθῇ παράστασις τοῦ παιδικοῦ ἔργου «Τὸ σπίτι τῆς χαρᾶς» διὰ τὰ παιδιὰ ὅλων τῶν ἡλικιῶν. Ἡ παράστασις θ' ἀρχίσῃ εἰς τὰς 11 π.μ. bbox=[543, 775, 683, 890]
soukarno-headline: Ο ΣΟΥΧΑΡΤΟ ΘΑ ΜΕΤΑΒΗ ΕΙΣ ΗΝ. ΠΟΛΙΤΕΙΑΣ ΚΑΤΟΠΙΝ ΠΡΟΣΚΛΗΣΕΩΣ bbox=[989, 921, 1135, 961]
paidikon-heading: Παιδικὸν θέατρον bbox=[545, 758, 682, 774]
name-day-entry: —Ὁ κ. Κωνσταντινίδης Μιχαὴλ (Ἰασωνίδου 22), δὲν ἑορτάζει. bbox=[543, 507, 683, 545]
arrows-icon: ▶▶▶ bbox=[1141, 1443, 1183, 1468]
alphabet-letter: Ο bbox=[607, 70, 620, 84]
wedding-notice: Ὁ ΛΕΩΝΙΔΑΣ ΜΑΥΡΟΠΟΥΛΟΣ τοῦ Φωτίου καὶ τῆς Ἑλένης, γεννηθεὶς εἰς Λαγκαδᾶ καὶ ἡ ΑΓΛΑΪΑ ΣΙΔΕΡΗ τοῦ Χρήστου, γεννηθεῖσα εἰς Ἔδεσσαν, μέλλουν νὰ ἔλθουν εἰς γάμον τελεσθησόμενον εἰς Θεσσαλονίκην. bbox=[6, 1213, 182, 1317]
name-day-entry: —Ὁ κ. Ξανθόπουλος Μιχαὴλ (Ἀφροδίτης 4), δὲν ἑορτάζει. bbox=[692, 410, 833, 449]
divider bbox=[988, 714, 1136, 715]
name-day-entry: —Ὁ κ. Βαφειάδης Μιχαὴλ (Βασ. Ὄλγας 203), δὲν ἑορτάζει οὔτε δέχεται ἐπισκέψεις. bbox=[394, 339, 534, 391]
patriarch-headline: ΑΝΕΤΕΙΛΕ ΝΕΑ ΕΠΟΧΗ ΕΙΣ ΤΑΣ ΣΧΕΣΕΙΣ ΤΩΝ ΕΚΚΛΗΣΙΩΝ ΔΗΛΟΙ Ο ΠΑΤΡΙΑΡΧΗΣ bbox=[998, 721, 1126, 775]
name-day-entry: —Ὁ κ. Μιχαὴλ Πλαστήρας (Βασ. Γεωργίου 90), δὲν ἑορτάζει. bbox=[841, 238, 983, 290]
penthi-banner: Πένθη bbox=[6, 1950, 182, 1973]
name-day-entry: —Ὁ κ. Οἰκονόμου Μιχαὴλ (Ναυάρχου Κουντουριώτου 5), δὲν ἑορτάζει. bbox=[543, 663, 683, 715]
name-day-entry: —Ὁ κ. Φωτιάδης Μιχαὴλ (Κρίσπου 26), δὲν ἑορτάζει. bbox=[692, 650, 833, 688]
aviation-title-3: καὶ αἱ πρῶται πτήσεις bbox=[1179, 591, 1526, 628]
alphabet-letter: Φ bbox=[756, 548, 769, 564]
mozambique-subhead: ΚΑΤΑΓΓΕΛΛΟΝΤΑΙ ΥΠΟ ΚΑΝΡΙΚΟΥ bbox=[1006, 72, 1118, 96]
wedding-notice: Ὁ ΕΥΣΤΡΑΤΙΟΣ ΑΞΙΑΟΠΟΥΛΟΣ τοῦ Στυλιανοῦ καὶ τῆς Μαρίας τὸ γένος Καραγιάννη, γεννηθεὶς εἰς Ἀθήνας καὶ κάτοικος Θεσσαλονίκης καὶ ἡ ΔΕΣΠΟΙΝΑ ΤΖΙΤΖΙΚΑ τοῦ Ἰωάννου καὶ τῆς Ἑλένης, γεννηθεῖσα καὶ κάτοικος Θεσσαλονίκης, μέλλουν νὰ ἔλθουν εἰς τὸν γάμον τελεσθησόμενον εἰς Θεσσαλονίκην. bbox=[6, 400, 182, 542]
name-day-entry: —Ὁ κ. Γρηγοριάδης Γαβριὴλ (Παπαναστασίου 101), δὲν ἑορτάζει οὔτε δέχεται. bbox=[543, 213, 683, 264]
name-day-entry: —Ὁ κ. Καραγιάννης Μιχαὴλ (Κων/πόλεως 115), δὲν ἑορτάζει λόγῳ πένθους. bbox=[543, 452, 683, 504]
garner-text: ΟΥΒΑΛΝΤΕ, Τέξας, 7. (Ἀσσ. Πρές).— Ὁ πρώην ἀντιπρόεδρος τῶν Ἡνωμένων Πολιτειῶν Τζὼν Νάνς Γκάρνερ ἀπεβίωσε σήμερον εἰς ἡλικίαν 98 ἐτῶν. Ὁ Γκάρνερ διετέλεσε ἀντιπρόεδρος κατὰ τὰς δύο πρώτας θητείας τοῦ προέδρου Ρούσβελτ. bbox=[988, 566, 1136, 708]
name-day-entry: —Ὁ κ. Ἀθανασιάδης Μιχαὴλ (Ἁγ. Νικολάου 12), δὲν ἑορτάζει. bbox=[543, 128, 683, 168]
aviation-text-left: Κατὰ τὴν χρονικὴν ἐκείνην περίοδον καὶ πρὸ τῶν πρώτων ἐπιτυχῶν πτήσεων, οἱ Ἕλληνες ἐπεδείκνυον ζωηρὸν ἐνδιαφέρον διὰ τὴν ἀεροπορίαν. Ἕνας ἀπὸ τοὺς πρωτοπόρους ἦτο ὁ Ἐμμανουὴλ Ἀργυρόπουλος, ὁ ὁποῖος ἐπραγματοποίησε τὴν πρώτην πτῆσιν ἀεροπλάνου εἰς τὴν Ἑλλάδα τὸν Φεβρουάριον τοῦ 1912 μὲ τὸ μονοπλάνον «Νιεπόρ» ποὺ ὠνόμασε «Ἀλκυών». Ἡ πτῆσις ἐπραγματοποιήθη εἰς τὸ πεδίον τοῦ Φαλήρου ἐνώπιον τοῦ βασιλέως Γεωργίου καὶ πλήθους θεατῶν. bbox=[1141, 717, 1348, 911]
strategy-column bbox=[945, 1687, 1136, 2314]
name-day-entry: —Ὁ κ. Ἠλιάδης Γαβριὴλ (Βενιζέλου 28), δὲν ἑορτάζει. bbox=[543, 410, 683, 449]
name-day-entry: —Ὁ κ. Ἰωαννίδης Μιχαὴλ (Πτολεμαίων 35), δὲν ἑορτάζει. bbox=[394, 647, 534, 685]
prosklisis-banner: Προσκλήσεις bbox=[192, 879, 384, 901]
professors-headline: ΩΡΚΙΣΘΗΣΑΝ ΚΑΙ ΑΛΛΟΙ ΝΕΟΙ ΚΑΘΗΓΗΤΑΙ ΤΟΥ ΠΑΝΕΠΙΣΤΗΜΙΟΥ ΤΗΣ ΘΕΣΣΑΛΟΝΙΚΗΣ bbox=[1141, 25, 1436, 56]
name-day-entry: —Ὁ κ. Γαβριὴλ Ῥαφαηλίδης (Μητροπόλεως 81), δὲν ἑορτάζει. bbox=[841, 394, 983, 446]
name-day-entry: —Ὁ κ. Ἀποστολίδης Μιχαὴλ (Ἐγνατίας 102), δὲν ἑορτάζει οὔτε δέχεται. bbox=[394, 267, 534, 319]
proeidopoiiseis-heading: ΣΟΒΑΡΕΣ ΠΡΟΕΙΔΟΠΟΙΗΣΕΙΣ bbox=[1368, 1582, 1551, 1597]
name-day-entry: —Ὁ κ. Καλαϊτζῆς Γαβριὴλ (Ἁγίας Σοφίας 60), δὲν ἑορτάζει. bbox=[394, 688, 534, 728]
divider bbox=[988, 914, 1136, 915]
name-day-entry: —Ὁ κ. Μιχαὴλ Σαββάκης (Δελφῶν 75), δὲν ἑορτάζει οὔτε δέχεται. bbox=[841, 449, 983, 487]
oceans-continued: ΣΥΝΕΧΕΙΑ ΕΚ ΤΟΥ ΧΘΕΣΙΝΟΥ bbox=[1186, 1450, 1321, 1461]
stratigiki-heading: Η ΣΤΡΑΤΗΓΙΚΗ ΣΗΜΑΣΙΑ bbox=[967, 1690, 1114, 1703]
name-day-col-3 bbox=[692, 67, 833, 2312]
name-day-col-2 bbox=[543, 67, 683, 2312]
syncharitiria-heading: Συγχαρητήρια bbox=[6, 35, 111, 51]
funeral-notice: ΓΕΩΡΓΙΟΥ ΧΡΥΣΟΧΟΪΔΗ ἐτῶν 64. Ἡ κηδεία ἐγένετο χθὲς εἰς τὸ κοιμητήριον τῆς Εὐαγγελιστρίας. Οἱ οἰκεῖοι. bbox=[192, 1460, 384, 1512]
eucharistiria-banner: Εὐχαριστήρια bbox=[6, 1853, 182, 1876]
plithysmos-text: Κατὰ τὴν χθεσινὴν ἡμέραν εἰς Θεσσαλονίκην ἐγεννήθησαν 22, ἀπεβίωσαν 15, ἐτελέσθησαν 32 γάμοι. Ἄρρενες 12, θήλεα 10. bbox=[6, 1795, 182, 1846]
prosklisis-list bbox=[192, 905, 384, 1212]
name-day-entry: —Ὁ κ. Μιχαὴλ Πυροβόλης (Μεγ. Ἀλεξάνδρου 73), δὲν ἑορτάζει. bbox=[841, 293, 983, 344]
invitation-notice: ΜΕΛΑΘΡΟΝ ΦΟΙΤΗΤΟΥ ΣΥΝΤΑΞΙΟΥΧΩΝ ΣΩΜΑΤΩΝ ΑΣΦΑΛΕΙΑΣ ΘΕΣΣΑΛΟΝΙΚΗΣ. Καλοῦνται τὰ μέλη τοῦ σωματείου εἰς γενικὴν συνέλευσιν τὴν Κυριακὴν εἰς τὴν αἴθουσαν τοῦ Συλλόγου μὲ θέματα ἡμερησίας διατάξεως: 1) Ἔκθεσις πεπραγμένων. 2) Ἀρχαιρεσίαι. bbox=[192, 905, 384, 1022]
mozambique-headline: ΑΝΑΤΡΙΧΙΑΣΤΙΚΑΙ ΒΙΑΙΟΤΗΤΕΣ ΕΙΣ ΒΑΡΟΣ ΜΑΥΡΩΝ ΤΗΣ ΜΟΖΑΜΒΙΚΗΣ bbox=[996, 11, 1128, 64]
name-day-entry: —Ὁ κ. Ἀγγελάκης Ἀθανασίου (Ἀναλήψεως 31), δὲν ἑορτάζει οὔτε δέχεται ἐπισκέψεις. bbox=[394, 87, 534, 138]
oceans-banner bbox=[1141, 1236, 1563, 1324]
name-day-entry: —Ὁ κ. Τσακίρης Μιχαὴλ (Παύλου Μελᾶ 2), δὲν ἑορτάζει λόγῳ πένθους. bbox=[692, 608, 833, 647]
page-badge: Σελὶς 3 bbox=[1442, 10, 1563, 57]
name-day-col-1 bbox=[394, 67, 534, 2312]
mellontes-list bbox=[6, 175, 182, 1640]
name-day-entry: —Ὁ κ. Ῥάπτης Μιχαὴλ (Ἰπποδρομίου 13), δὲν ἑορτάζει. bbox=[692, 507, 833, 545]
alphabet-letter: Ψ bbox=[906, 348, 918, 364]
